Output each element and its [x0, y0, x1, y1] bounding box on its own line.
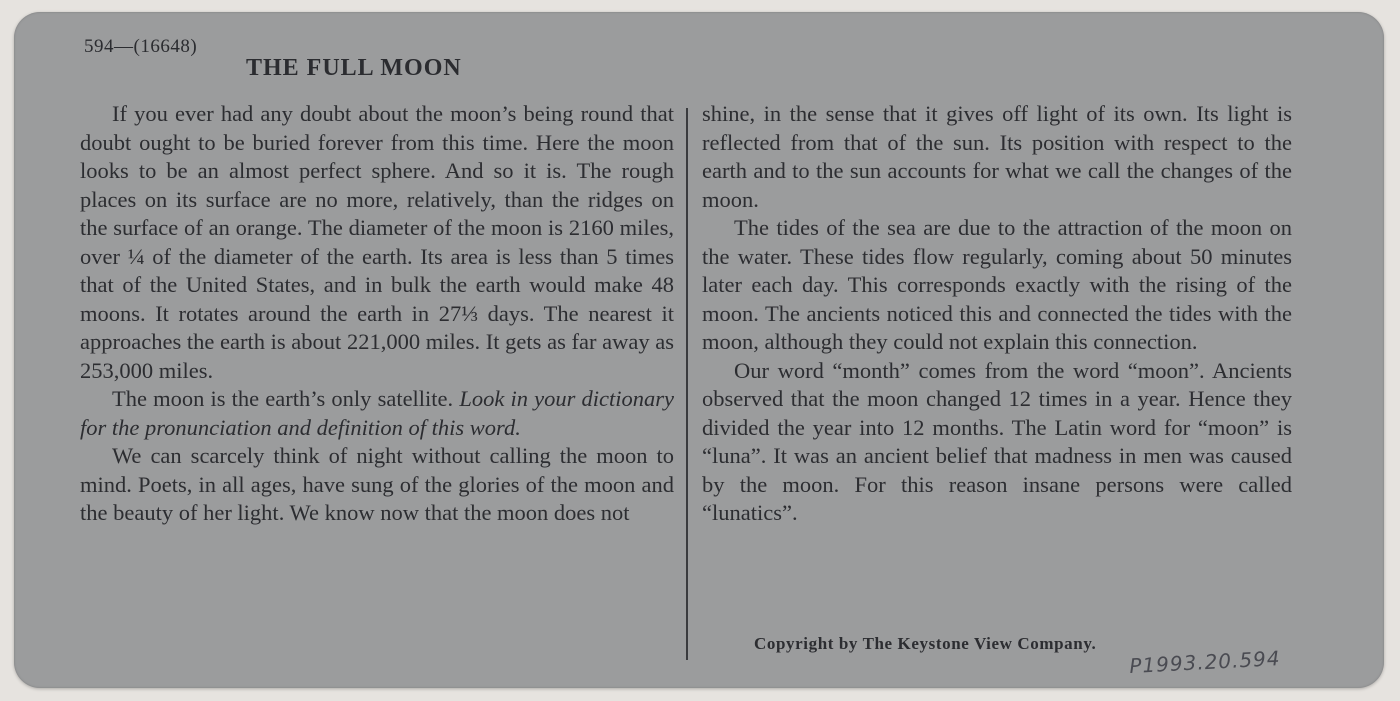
dictionary-instruction: Look in your dictionary for the pronunciation and definition of this word.: [80, 386, 674, 440]
column-divider: [686, 108, 688, 660]
card-title: THE FULL MOON: [246, 55, 462, 81]
catalog-number: 594—(16648): [84, 36, 198, 57]
left-paragraph-2: [80, 385, 674, 442]
right-paragraph-3: Our word “month” comes from the word “moon”. Ancients observed that the moon changed 12 times in a year. Hence they divided the year into 12 months. The Latin word for “moon” is “luna”. It was an ancient belief that madness in men was caused by the moon. For this reason insane persons were called “lunatics”.: [702, 357, 1292, 525]
right-paragraph-1: shine, in the sense that it gives off light of its own. Its light is reflected from that of the sun. Its position with respect to the earth and to the sun accounts for what we call the changes of the moon.: [702, 101, 1292, 212]
left-text-column: [80, 100, 674, 528]
copyright-line: Copyright by The Keystone View Company.: [754, 634, 1097, 653]
stereoview-card-back: [14, 12, 1384, 688]
right-paragraph-2: The tides of the sea are due to the attraction of the moon on the water. These tides flow regularly, coming about 50 minutes later each day. This corresponds exactly with the rising of the moon. The ancients noticed this and connected the tides with the moon, although they could not explain this connection.: [702, 215, 1292, 354]
left-paragraph-1: If you ever had any doubt about the moon’s being round that doubt ought to be buried forever from this time. Here the moon looks to be an almost perfect sphere. And so it is. The rough places on its surface are no more, relatively, than the ridges on the surface of an orange. The diameter of the moon is 2160 miles, over ¼ of the diameter of the earth. Its area is less than 5 times that of the United States, and in bulk the earth would make 48 moons. It rotates around the earth in 27⅓ days. The nearest it approaches the earth is about 221,000 miles. It gets as far away as 253,000 miles.: [80, 101, 674, 383]
handwritten-accession-number: P1993.20.594: [1128, 646, 1282, 678]
right-text-column: [702, 100, 1292, 528]
satellite-sentence: The moon is the earth’s only satellite.: [112, 386, 460, 411]
left-paragraph-3: We can scarcely think of night without calling the moon to mind. Poets, in all ages, have sung of the glories of the moon and the beauty of her light. We know now that the moon does not: [80, 443, 674, 525]
